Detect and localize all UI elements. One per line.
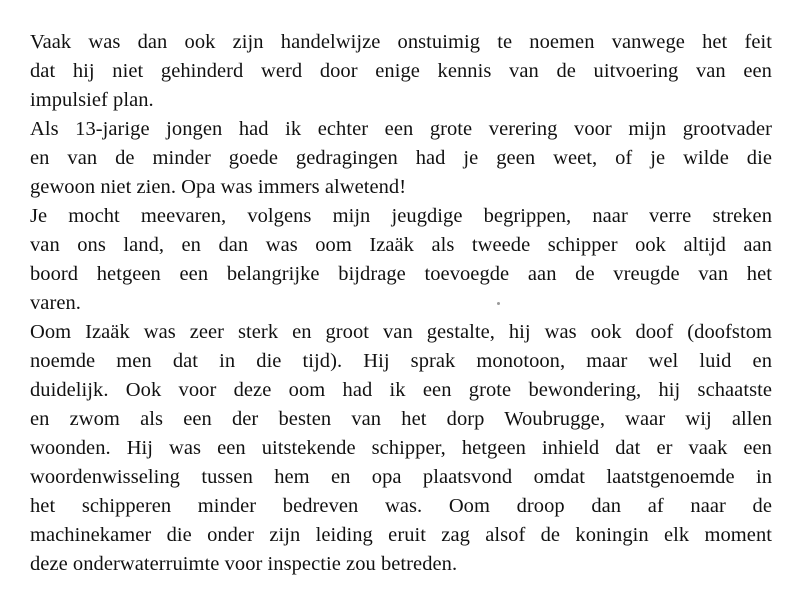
text-line: Vaak was dan ook zijn handelwijze onstuimig te noemen vanwege het feit	[30, 31, 772, 53]
text-line: en van de minder goede gedragingen had je geen weet, of je wilde die	[30, 147, 772, 169]
scan-speck	[497, 302, 500, 305]
text-line: machinekamer die onder zijn leiding eruit zag alsof de koningin elk moment	[30, 524, 772, 546]
text-line: impulsief plan.	[30, 89, 154, 111]
text-line: duidelijk. Ook voor deze oom had ik een grote bewondering, hij schaatste	[30, 379, 772, 401]
text-line: Je mocht meevaren, volgens mijn jeugdige begrippen, naar verre streken	[30, 205, 772, 227]
text-line: woonden. Hij was een uitstekende schipper, hetgeen inhield dat er vaak een	[30, 437, 772, 459]
text-line: het schipperen minder bedreven was. Oom droop dan af naar de	[30, 495, 772, 517]
text-line: woordenwisseling tussen hem en opa plaatsvond omdat laatstgenoemde in	[30, 466, 772, 488]
text-line: noemde men dat in die tijd). Hij sprak monotoon, maar wel luid en	[30, 350, 772, 372]
text-line: deze onderwaterruimte voor inspectie zou betreden.	[30, 553, 458, 575]
text-line: Als 13-jarige jongen had ik echter een grote verering voor mijn grootvader	[30, 118, 772, 140]
text-line: en zwom als een der besten van het dorp Woubrugge, waar wij allen	[30, 408, 772, 430]
text-line: varen.	[30, 292, 81, 314]
text-line: dat hij niet gehinderd werd door enige kennis van de uitvoering van een	[30, 60, 772, 82]
text-line: gewoon niet zien. Opa was immers alwetend!	[30, 176, 407, 198]
page-text	[30, 28, 772, 579]
text-line: Oom Izaäk was zeer sterk en groot van gestalte, hij was ook doof (doofstom	[30, 321, 772, 343]
text-line: van ons land, en dan was oom Izaäk als tweede schipper ook altijd aan	[30, 234, 772, 256]
text-line: boord hetgeen een belangrijke bijdrage toevoegde aan de vreugde van het	[30, 263, 772, 285]
